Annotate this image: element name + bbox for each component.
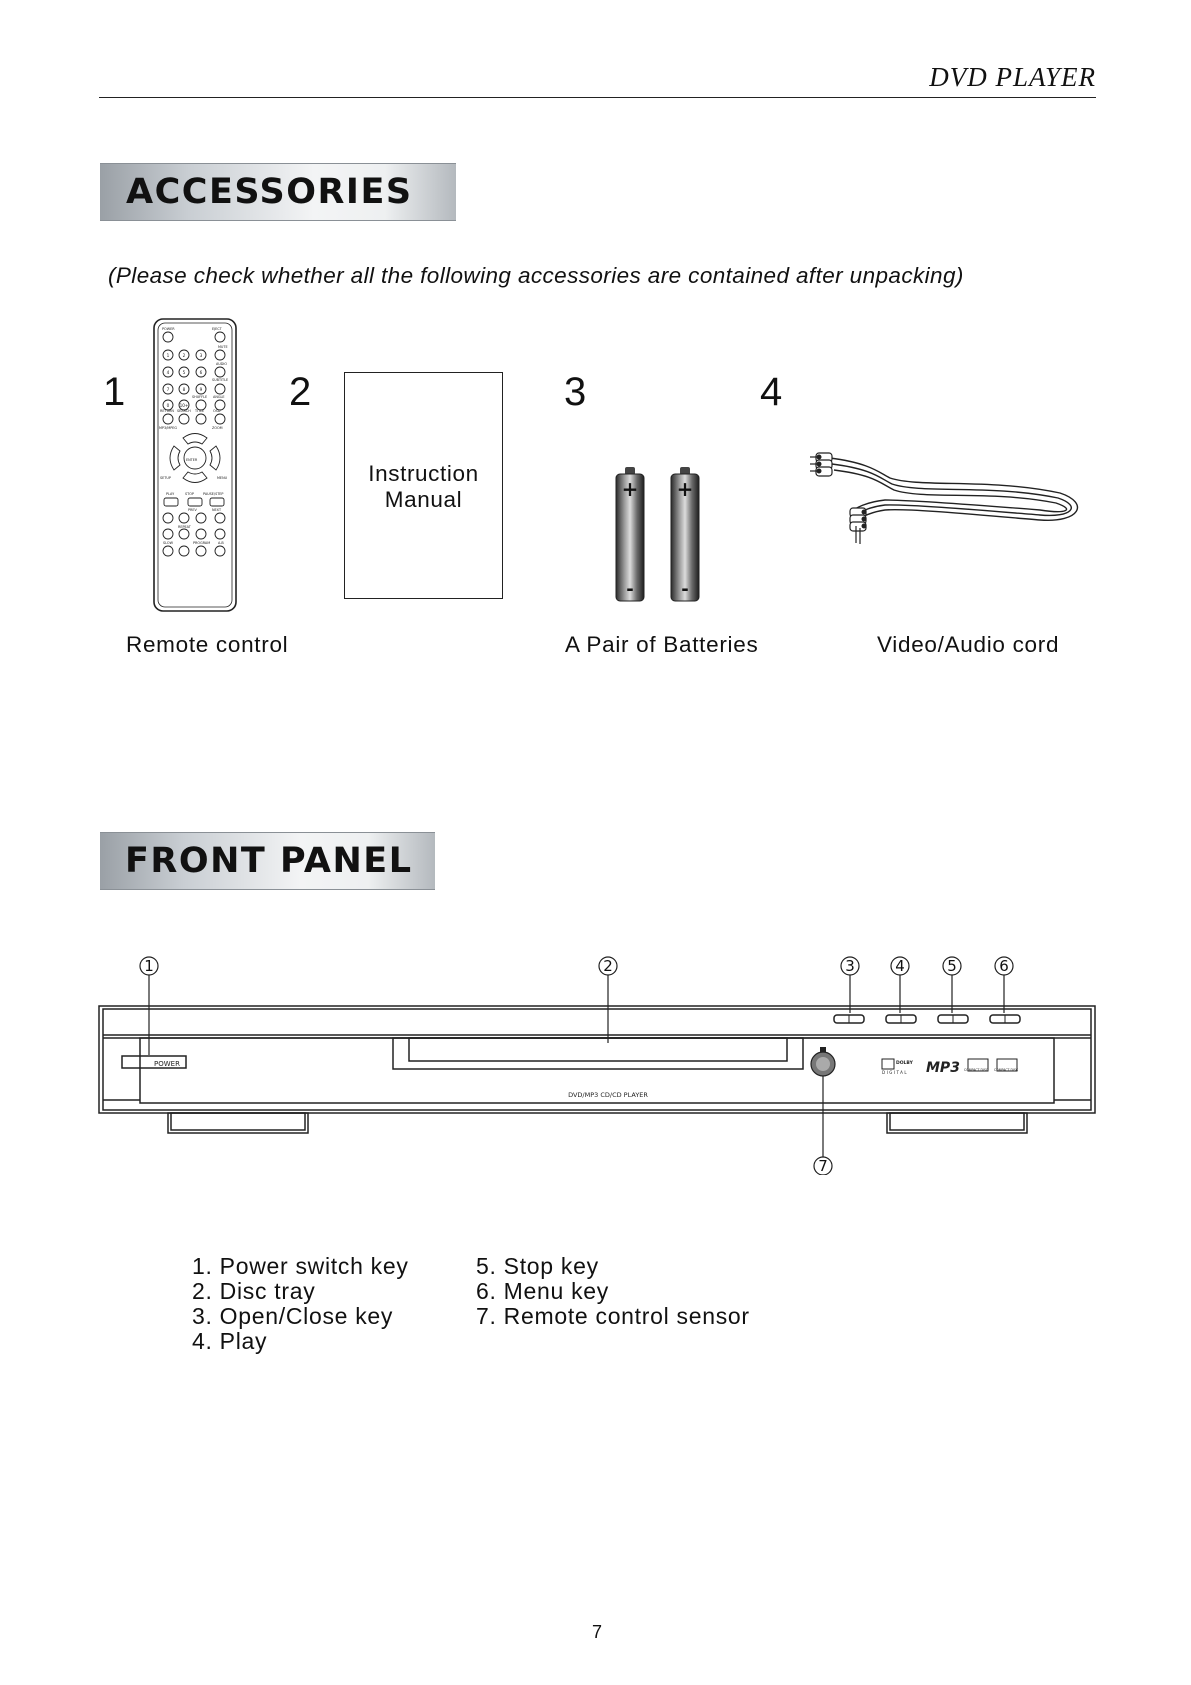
callout-1 [140,957,158,975]
legend-left-column [192,1254,409,1354]
compact-disc-logo-2: COMPACT DISC [994,1068,1019,1072]
legend-item-4: 4. Play [192,1328,268,1354]
legend-item-7: 7. Remote control sensor [476,1303,750,1329]
accessories-heading: ACCESSORIES [126,172,413,212]
manual-text-line1: Instruction [368,461,479,486]
remote-label-search: SEARCH [177,409,191,413]
callout-5 [943,957,961,975]
legend-right-column [476,1254,750,1329]
remote-label-mute: MUTE [218,345,228,349]
power-button-label: POWER [154,1060,180,1068]
battery-left-minus: - [626,579,634,600]
remote-digit-1: 1 [166,353,170,358]
remote-digit-5: 5 [182,370,186,375]
remote-digit-2: 2 [182,353,186,358]
remote-label-program: PROGRAM [193,541,211,545]
front-panel-heading: FRONT PANEL [125,841,413,881]
remote-label-stop: STOP [185,492,194,496]
remote-label-repeat: REPEAT [178,525,191,529]
remote-digit-7: 7 [166,387,170,392]
remote-label-eject: EJECT [212,327,222,331]
legend-item-6: 6. Menu key [476,1278,609,1304]
battery-right-icon [671,467,699,601]
remote-label-osd: OSD [213,409,221,413]
digital-logo: DIGITAL [882,1070,909,1075]
dolby-logo: DOLBY [896,1061,913,1066]
remote-label-setup: SETUP [160,476,171,480]
svg-text:7: 7 [818,1157,828,1175]
svg-text:3: 3 [845,957,855,975]
item-number-1: 1 [103,370,126,414]
av-cable-icon [810,448,1085,548]
remote-label-shuffle: SHUFFLE [192,395,208,399]
remote-digit-8: 8 [182,387,186,392]
remote-digit-0: 0 [166,403,170,408]
svg-text:4: 4 [895,957,905,975]
remote-label-mp3mpeg: MP3/MPEG [159,426,178,430]
manual-text-line2: Manual [384,487,463,512]
remote-label-pause: PAUSE/STEP [203,492,224,496]
dvd-player-front-panel-diagram [96,955,1100,1175]
remote-label-prev: PREV [188,508,197,512]
remote-digit-9: 9 [199,387,203,392]
svg-text:5: 5 [947,957,957,975]
caption-batteries: A Pair of Batteries [565,632,759,657]
remote-digit-3: 3 [199,353,203,358]
callout-4 [891,957,909,975]
battery-right-minus: - [681,579,689,600]
remote-label-audio: AUDIO [216,362,228,366]
remote-label-slow: SLOW [163,541,173,545]
caption-av-cord: Video/Audio cord [877,632,1060,657]
remote-control-icon [150,318,240,613]
model-label: DVD/MP3 CD/CD PLAYER [568,1091,648,1099]
remote-digit-4: 4 [166,370,170,375]
remote-sensor-icon [811,1047,835,1076]
legend-item-5: 5. Stop key [476,1253,599,1279]
svg-text:2: 2 [603,957,613,975]
remote-digit-10plus: 10+ [179,403,189,408]
legend-item-1: 1. Power switch key [192,1253,409,1279]
front-panel-heading-banner [100,832,435,890]
page-number: 7 [591,1622,602,1642]
callout-3 [841,957,859,975]
remote-label-menu: MENU [217,476,228,480]
batteries-icon [610,462,720,604]
item-number-3: 3 [564,370,587,414]
legend-item-2: 2. Disc tray [192,1278,316,1304]
page-header-title: DVD PLAYER [929,62,1096,92]
manual-booklet-icon [344,372,503,599]
battery-left-icon [616,467,644,601]
callout-6 [995,957,1013,975]
remote-label-angle: ANGLE [213,395,225,399]
remote-label-zoom: ZOOM [212,426,223,430]
remote-label-ab: A-B [218,541,224,545]
mp3-logo: MP3 [926,1060,960,1076]
remote-label-next: NEXT [212,508,222,512]
remote-label-enter: ENTER [186,458,198,462]
svg-text:1: 1 [144,957,154,975]
accessories-heading-banner [100,163,456,221]
legend-item-3: 3. Open/Close key [192,1303,394,1329]
item-number-4: 4 [760,370,783,414]
item-number-2: 2 [289,370,312,414]
remote-label-title: TITLE [195,409,205,413]
callout-2 [599,957,617,975]
callout-7 [814,1157,832,1175]
caption-remote-control: Remote control [126,632,289,657]
remote-label-power: POWER [162,327,175,331]
compact-disc-logo-1: COMPACT DISC [964,1068,989,1072]
remote-label-play: PLAY [166,492,175,496]
svg-text:6: 6 [999,957,1009,975]
header-divider [99,97,1096,98]
accessories-note: (Please check whether all the following accessories are contained after unpacking) [108,263,964,288]
remote-label-subtitle: SUBTITLE [212,378,229,382]
battery-right-plus: + [676,477,694,501]
battery-left-plus: + [621,477,639,501]
remote-digit-6: 6 [199,370,203,375]
remote-label-return: RETURN [160,409,174,413]
